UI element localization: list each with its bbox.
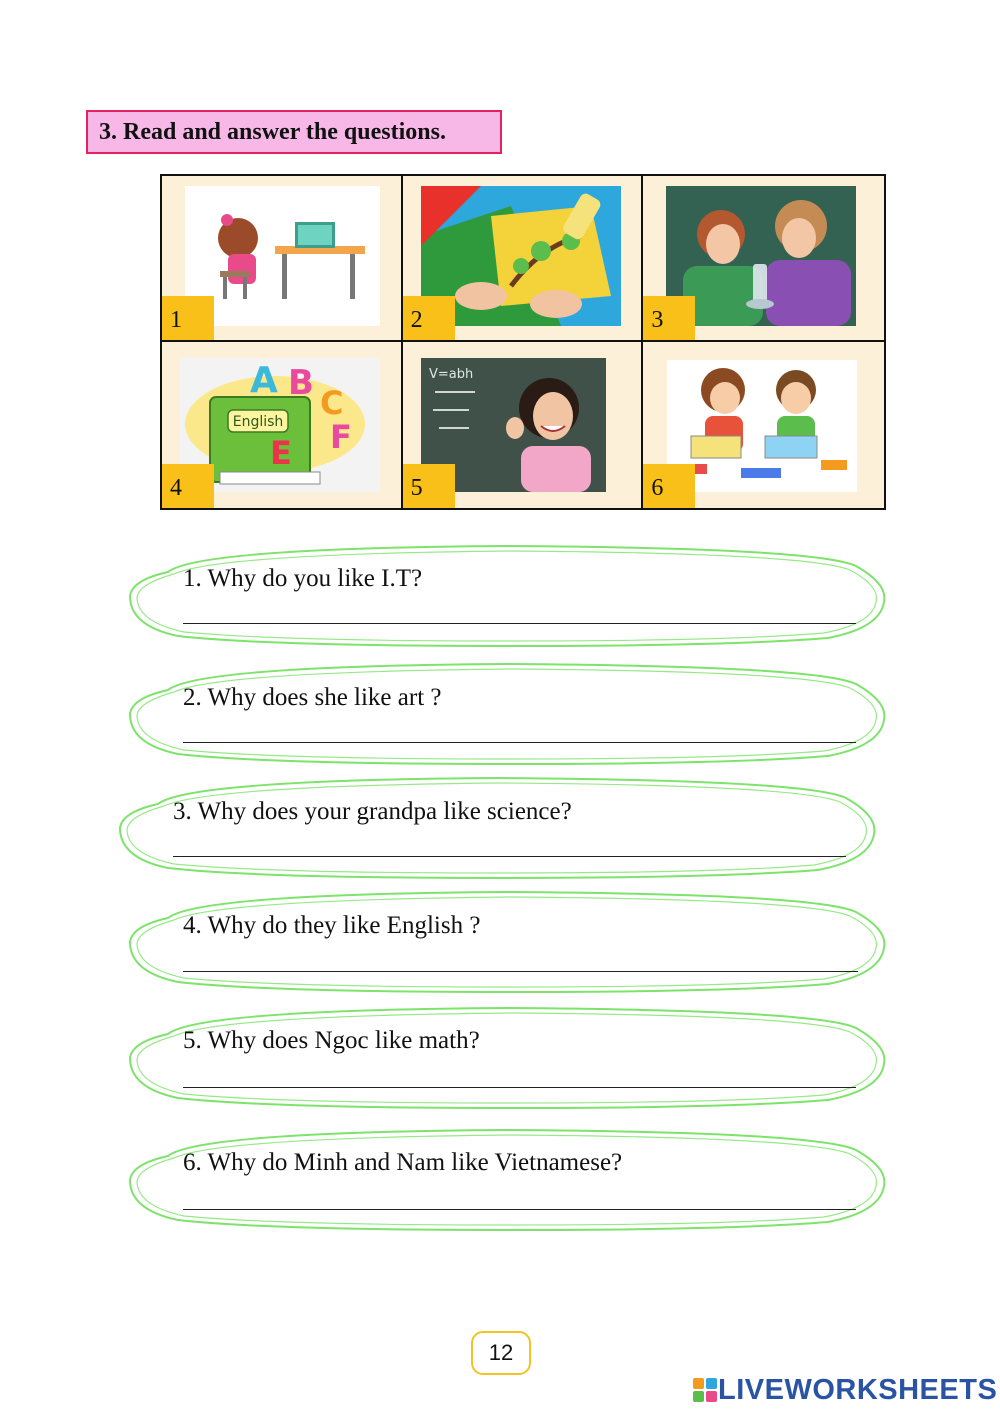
book-label: English: [232, 414, 284, 430]
svg-text:B: B: [288, 363, 314, 403]
picture-grid: [160, 174, 886, 510]
question-1: [128, 544, 888, 644]
svg-text:F: F: [330, 418, 352, 456]
question-oval-border: [128, 662, 888, 766]
picture-number-badge: 2: [403, 296, 455, 340]
question-oval-border: [128, 1006, 888, 1110]
brand-name: LIVEWORKSHEETS: [718, 1373, 998, 1406]
question-oval-border: [128, 890, 888, 994]
question-text: 3. Why does your grandpa like science?: [173, 798, 572, 825]
answer-line[interactable]: [183, 742, 856, 743]
picture-cell-5: [403, 342, 644, 508]
picture-cell-3: [643, 176, 884, 342]
picture-number-badge: 6: [643, 464, 695, 508]
picture-cell-4: [162, 342, 403, 508]
svg-text:E: E: [270, 434, 292, 472]
question-5: [128, 1006, 888, 1106]
svg-text:C: C: [320, 384, 344, 422]
question-oval-border: [128, 544, 888, 648]
picture-cell-1: [162, 176, 403, 342]
section-title: 3. Read and answer the questions.: [86, 110, 502, 154]
question-3: [118, 776, 878, 876]
answer-line[interactable]: [183, 1087, 856, 1088]
question-2: [128, 662, 888, 762]
answer-line[interactable]: [183, 1209, 856, 1210]
picture-cell-2: [403, 176, 644, 342]
picture-number-badge: 3: [643, 296, 695, 340]
question-text: 1. Why do you like I.T?: [183, 565, 423, 592]
question-text: 4. Why do they like English ?: [183, 912, 481, 939]
picture-number-badge: 4: [162, 464, 214, 508]
picture-number-badge: 5: [403, 464, 455, 508]
question-oval-border: [118, 776, 878, 880]
picture-number-badge: 1: [162, 296, 214, 340]
liveworksheets-icon: [692, 1377, 718, 1403]
svg-text:A: A: [250, 360, 278, 401]
answer-line[interactable]: [183, 971, 858, 972]
question-text: 2. Why does she like art ?: [183, 684, 442, 711]
question-oval-border: [128, 1128, 888, 1232]
answer-line[interactable]: [173, 856, 846, 857]
page-number: 12: [471, 1331, 531, 1375]
question-4: [128, 890, 888, 990]
chalkboard-text: V=abh: [428, 367, 473, 382]
liveworksheets-logo: [692, 1372, 997, 1408]
question-text: 6. Why do Minh and Nam like Vietnamese?: [183, 1149, 623, 1176]
answer-line[interactable]: [183, 623, 856, 624]
question-6: [128, 1128, 888, 1228]
question-text: 5. Why does Ngoc like math?: [183, 1027, 480, 1054]
picture-cell-6: [643, 342, 884, 508]
